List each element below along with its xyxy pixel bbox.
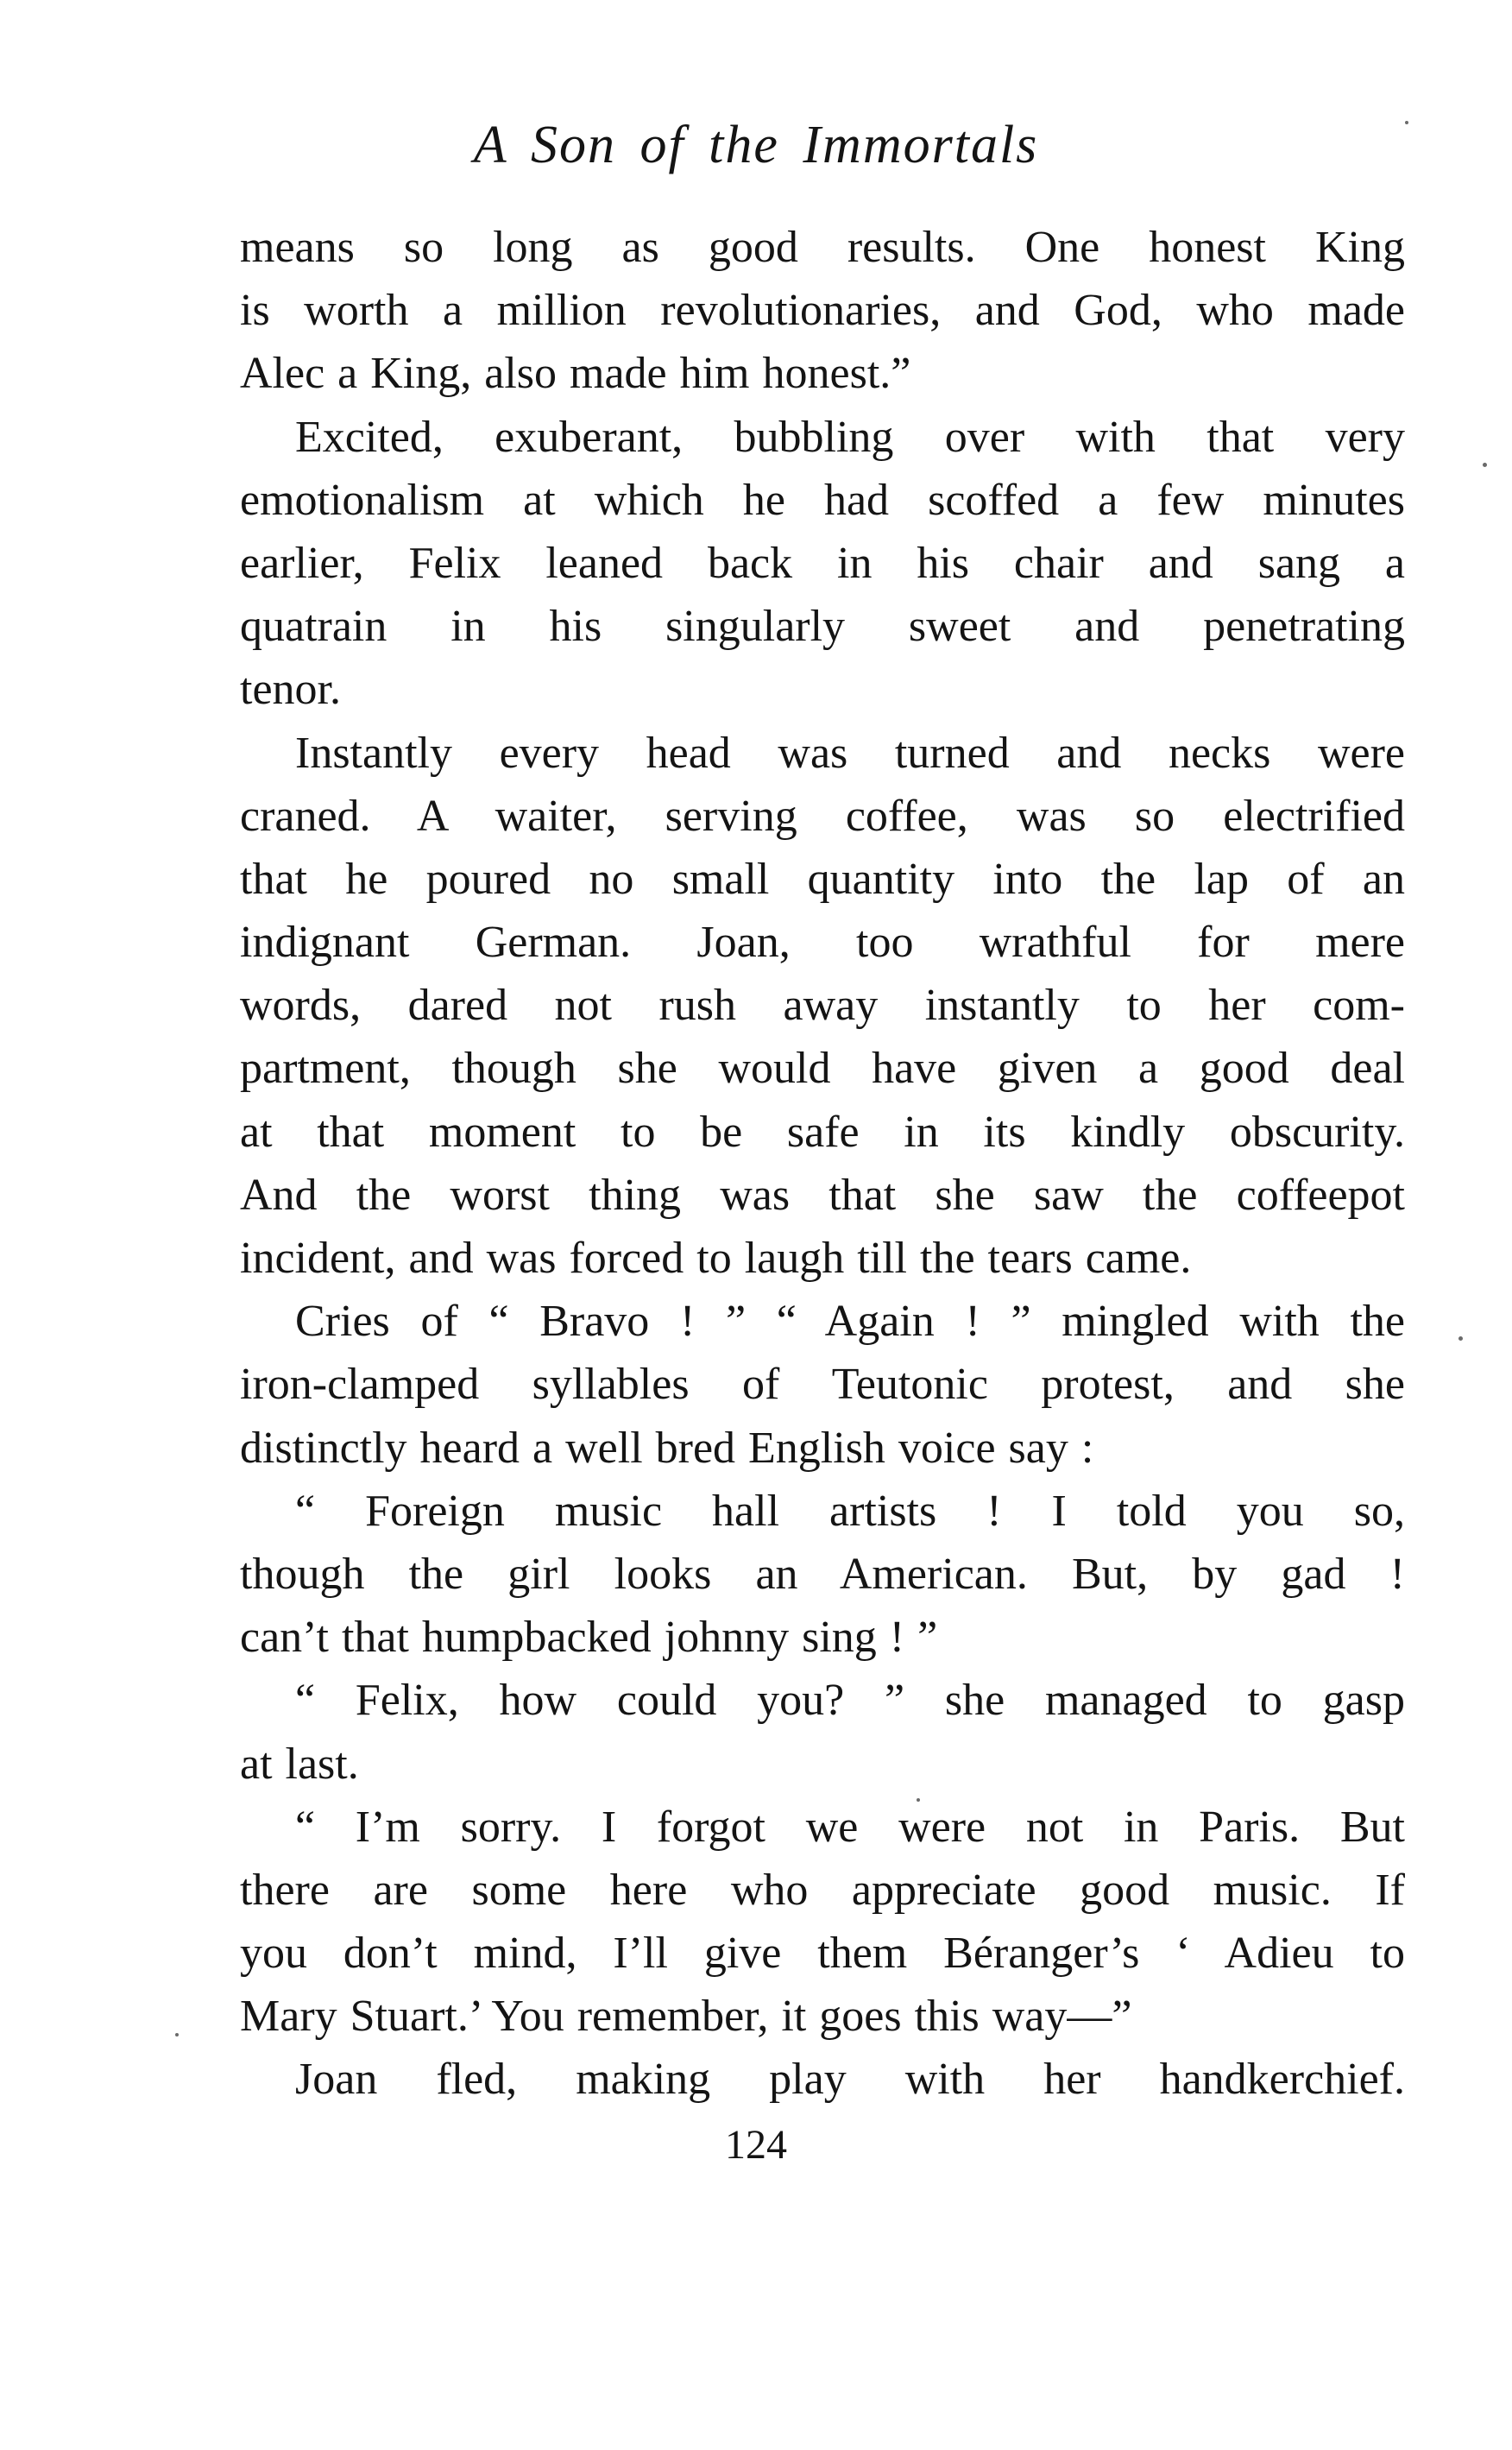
scan-speck [175,2033,179,2036]
text-line: Excited, exuberant, bubbling over with that very [295,412,1405,462]
scan-speck [1458,1336,1463,1341]
text-line: at that moment to be safe in its kindly obscurity. [240,1107,1405,1157]
page-number: 124 [725,2122,787,2168]
text-line: words, dared not rush away instantly to her com- [240,981,1405,1031]
text-line: there are some here who appreciate good music. If [240,1865,1405,1915]
text-line: Cries of “ Bravo ! ” “ Again ! ” mingled with the [295,1297,1405,1347]
text-line: “ I’m sorry. I forgot we were not in Paris. But [295,1802,1405,1852]
text-line: distinctly heard a well bred English voice say : [240,1423,1094,1473]
text-line: that he poured no small quantity into the lap of an [240,854,1405,904]
text-line: indignant German. Joan, too wrathful for mere [240,918,1405,968]
text-line: at last. [240,1739,359,1789]
text-line: you don’t mind, I’ll give them Béranger’s ‘ Adieu to [240,1929,1405,1979]
text-line: is worth a million revolutionaries, and God, who made [240,286,1405,336]
text-line: incident, and was forced to laugh till the tears came. [240,1234,1192,1283]
text-line: means so long as good results. One honest King [240,223,1405,272]
text-line: Mary Stuart.’ You remember, it goes this way—” [240,1992,1132,2042]
text-line: partment, though she would have given a good deal [240,1044,1405,1094]
body-text [240,216,1405,2112]
scan-speck [1483,463,1487,467]
text-line: “ Felix, how could you? ” she managed to gasp [295,1676,1405,1726]
text-line: “ Foreign music hall artists ! I told you so, [295,1486,1405,1536]
text-line: though the girl looks an American. But, by gad ! [240,1549,1405,1599]
text-line: can’t that humpbacked johnny sing ! ” [240,1613,938,1663]
text-line: emotionalism at which he had scoffed a few minutes [240,475,1405,525]
text-line: tenor. [240,665,341,715]
text-line: earlier, Felix leaned back in his chair and sang a [240,538,1405,588]
scan-speck [1405,121,1408,124]
running-head: A Son of the Immortals [473,116,1039,174]
text-line: quatrain in his singularly sweet and penetrating [240,602,1405,652]
scan-speck [917,1798,920,1802]
text-line: craned. A waiter, serving coffee, was so electrified [240,791,1405,841]
text-line: And the worst thing was that she saw the coffeepot [240,1170,1405,1220]
text-line: Alec a King, also made him honest.” [240,349,911,399]
text-line: Joan fled, making play with her handkerchief. [295,2055,1405,2105]
text-line: iron-clamped syllables of Teutonic protest, and she [240,1360,1405,1410]
text-line: Instantly every head was turned and necks were [295,728,1405,778]
